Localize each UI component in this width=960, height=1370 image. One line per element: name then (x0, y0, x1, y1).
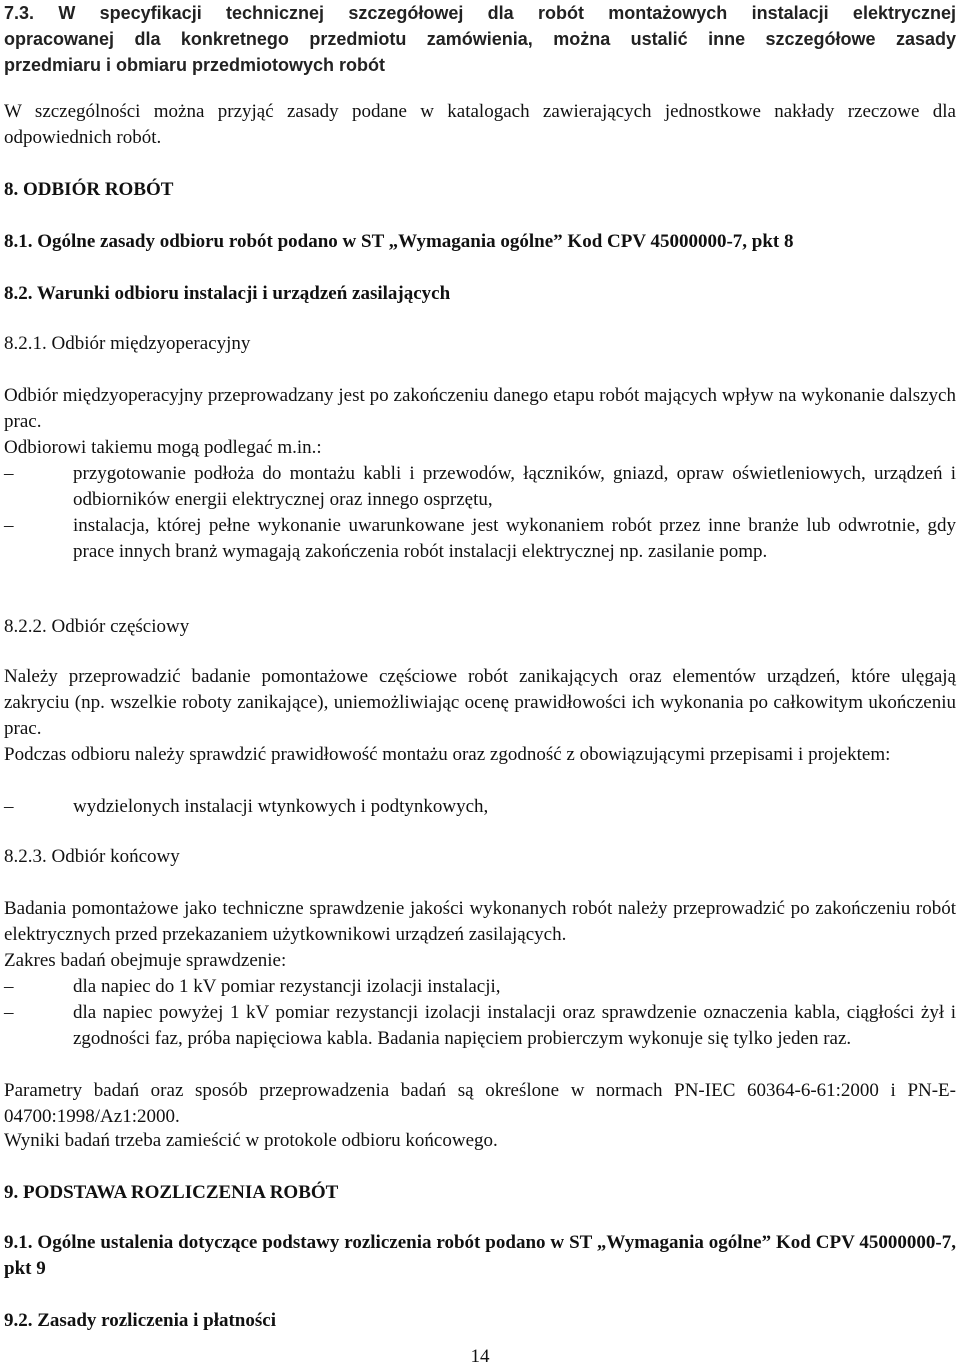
dash-bullet-icon: – (4, 515, 14, 536)
section-8-2-3-intro: Zakres badań obejmuje sprawdzenie: (4, 950, 287, 971)
section-8-2-heading: 8.2. Warunki odbioru instalacji i urządzeń zasilających (4, 283, 451, 304)
section-8-2-2-paragraph: Podczas odbioru należy sprawdzić prawidłowość montażu oraz zgodność z obowiązującymi przepisami i projektem: (4, 744, 891, 765)
section-8-2-1-paragraph: Odbiór międzyoperacyjny przeprowadzany jest po zakończeniu danego etapu robót mających wpływ na wykonanie dalszych prac. (4, 385, 956, 432)
dash-bullet-icon: – (4, 463, 14, 484)
section-7-3-heading (4, 0, 956, 78)
section-9-1-heading: 9.1. Ogólne ustalenia dotyczące podstawy rozliczenia robót podano w ST „Wymagania ogólne” Kod CPV 45000000-7, pkt 9 (4, 1232, 956, 1279)
list-item-text: dla napiec powyżej 1 kV pomiar rezystancji izolacji instalacji oraz sprawdzenie oznaczenia kabla, ciągłości żył i zgodności faz, próba napięciowa kabla. Badania napięciem probierczym wykonuje się tylko jeden raz. (73, 1002, 956, 1049)
section-8-1-heading: 8.1. Ogólne zasady odbioru robót podano w ST „Wymagania ogólne” Kod CPV 45000000-7, pkt 8 (4, 231, 794, 252)
section-7-3-heading-line: opracowanej dla konkretnego przedmiotu zamówienia, można ustalić inne szczegółowe zasady (4, 29, 956, 49)
list-item-text: instalacja, której pełne wykonanie uwarunkowane jest wykonaniem robót przez inne branże lub odwrotnie, gdy prace innych branż wymagają zakończenia robót instalacji elektrycznej np. zasilanie pomp. (73, 515, 956, 562)
section-7-3-heading-line: przedmiaru i obmiaru przedmiotowych robót (4, 55, 386, 75)
list-8-2-3 (4, 974, 956, 1052)
section-7-3-heading-line: 7.3. W specyfikacji technicznej szczegółowej dla robót montażowych instalacji elektrycznej (4, 3, 956, 23)
section-9-2-heading: 9.2. Zasady rozliczenia i płatności (4, 1310, 276, 1331)
dash-bullet-icon: – (4, 796, 14, 817)
list-item (4, 513, 956, 565)
page-number: 14 (470, 1346, 490, 1367)
list-item-text: dla napiec do 1 kV pomiar rezystancji izolacji instalacji, (73, 976, 501, 997)
section-8-2-1-heading: 8.2.1. Odbiór międzyoperacyjny (4, 333, 251, 354)
section-9-heading: 9. PODSTAWA ROZLICZENIA ROBÓT (4, 1182, 339, 1203)
list-item (4, 1000, 956, 1052)
section-7-3-paragraph: W szczególności można przyjąć zasady podane w katalogach zawierających jednostkowe nakłady rzeczowe dla odpowiednich robót. (4, 101, 956, 148)
list-8-2-1 (4, 461, 956, 565)
list-8-2-2 (4, 794, 956, 820)
section-8-2-2-heading: 8.2.2. Odbiór częściowy (4, 616, 190, 637)
section-8-2-2-paragraph: Należy przeprowadzić badanie pomontażowe częściowe robót zanikających oraz elementów urządzeń, które ulęgają zakryciu (np. wszelkie roboty zanikające), uniemożliwiając ocenę prawidłowości ich wykonania po całkowitym ukończeniu prac. (4, 666, 956, 739)
list-item-text: przygotowanie podłoża do montażu kabli i przewodów, łączników, gniazd, opraw oświetleniowych, urządzeń i odbiorników energii elektrycznej oraz innego osprzętu, (73, 463, 956, 510)
section-8-2-1-intro: Odbiorowi takiemu mogą podlegać m.in.: (4, 437, 322, 458)
section-8-2-3-paragraph: Badania pomontażowe jako techniczne sprawdzenie jakości wykonanych robót należy przeprowadzić po zakończeniu robót elektrycznych przed przekazaniem użytkownikowi urządzeń zasilających. (4, 898, 956, 945)
list-item-text: wydzielonych instalacji wtynkowych i podtynkowych, (73, 796, 489, 817)
list-item (4, 974, 956, 1000)
dash-bullet-icon: – (4, 976, 14, 997)
list-item (4, 794, 956, 820)
dash-bullet-icon: – (4, 1002, 14, 1023)
section-8-heading: 8. ODBIÓR ROBÓT (4, 179, 174, 200)
section-8-2-3-paragraph: Wyniki badań trzeba zamieścić w protokole odbioru końcowego. (4, 1130, 498, 1151)
section-8-2-3-paragraph: Parametry badań oraz sposób przeprowadzenia badań są określone w normach PN-IEC 60364-6-61:2000 i PN-E-04700:1998/Az1:2000. (4, 1080, 956, 1127)
section-8-2-3-heading: 8.2.3. Odbiór końcowy (4, 846, 180, 867)
list-item (4, 461, 956, 513)
